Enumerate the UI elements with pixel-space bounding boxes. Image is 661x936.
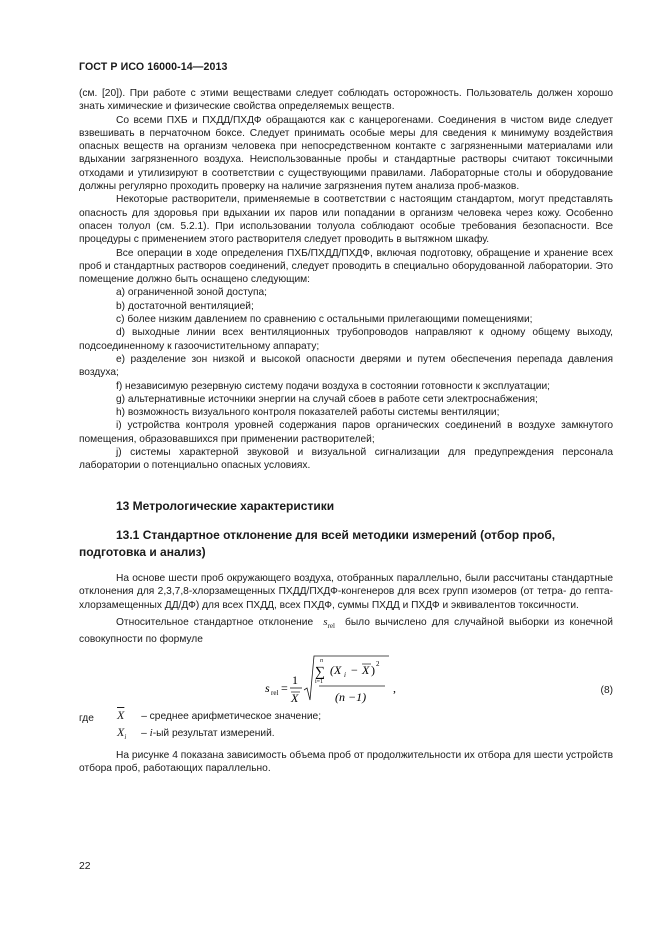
equation-number: (8): [600, 685, 613, 696]
list-item: g) альтернативные источники энергии на случай сбоев в работе сети электроснабжения;: [116, 393, 538, 405]
formula-minus: −: [351, 663, 358, 677]
paragraph-continuation: (см. [20]). При работе с этими веществами следует соблюдать осторожность. Пользователь должен хорошо знать химические и физические свойства определяемых веществ.: [79, 88, 613, 113]
numerator-subscript: i: [344, 671, 346, 679]
formula-graphic: [79, 654, 613, 710]
symbol-s-subscript: rel: [327, 621, 335, 630]
xi-subscript: i: [124, 733, 127, 742]
subsection-heading: 13.1 Стандартное отклонение для всей методики измерений (отбор проб, подготовка и анализ): [79, 528, 556, 559]
xbar-description: – среднее арифметическое значение;: [141, 711, 322, 722]
paragraph-laboratory: Все операции в ходе определения ПХБ/ПХДД/ПХДФ, включая подготовку, обращение и хранение всех проб и стандартных растворов соединений, следует проводить в специально оборудованной лаборатории. Это помещение должно быть оснащено следующим:: [79, 247, 613, 286]
list-item: e) разделение зон низкой и высокой опасности дверями и путем обеспечения перепада давления воздуха;: [79, 353, 613, 379]
list-item: d) выходные линии всех вентиляционных трубопроводов направляют к одному общему выходу, подсоединенному к газоочистительному аппарату;: [79, 327, 613, 352]
sum-upper-limit: n: [320, 658, 323, 664]
xbar-definition: [117, 709, 321, 723]
paragraph-text-after: было вычислено для случайной выборки из конечной совокупности по формуле: [79, 616, 613, 646]
safety-text-block: [79, 87, 613, 473]
formula-comma: ,: [393, 681, 396, 695]
list-item: i) устройства контроля уровней содержания паров органических соединений в воздухе замкнутого помещения, образовавшихся при применении растворителей;: [79, 420, 613, 445]
xi-symbol: X: [117, 725, 125, 739]
list-item: b) достаточной вентиляцией;: [116, 300, 254, 312]
paragraph-figure-reference: На рисунке 4 показана зависимость объема проб от продолжительности их отбора для шести устройств отбора проб, работающих параллельно.: [79, 750, 613, 775]
list-item: h) возможность визуального контроля показателей работы системы вентиляции;: [116, 407, 500, 419]
paragraph-solvents: Некоторые растворители, применяемые в соответствии с настоящим стандартом, могут представлять опасность для здоровья при вдыхании их паров или попадании в организм человека через кожу. Особенно опасен толуол (см. 5.2.1). При использовании толуола соблюдают особые требования безопасности. Все процедуры с применением этого растворителя следует проводить в вытяжном шкафу.: [79, 194, 613, 246]
formula-xbar: X: [291, 691, 299, 705]
list-item: c) более низким давлением по сравнению с остальными прилегающими помещениями;: [116, 314, 533, 326]
page-number: 22: [79, 861, 91, 872]
list-item: j) системы характерной звуковой и визуальной сигнализации для предупреждения персонала лаборатории о потенциально опасных условиях.: [79, 447, 613, 472]
paragraph-text-before: Относительное стандартное отклонение: [116, 616, 314, 628]
formula-square: 2: [376, 660, 380, 668]
closing-block: [79, 749, 613, 776]
formula-numerator: (X: [330, 663, 342, 677]
method-text-block: [79, 572, 613, 647]
formula-xbar-numerator: X: [362, 663, 370, 677]
xi-index: i: [149, 727, 153, 739]
formula-lhs-subscript: rel: [271, 689, 279, 697]
formula-8: [79, 654, 613, 710]
paragraph-samples: На основе шести проб окружающего воздуха, отобранных параллельно, были рассчитаны стандартные отклонения для 2,3,7,8-хлорзамещенных ПХДД/ПХДФ-конгенеров для всех групп изомеров (от тетра- до гепта-хлорзамещенных ДД/ДФ) для всех ПХДД, всех ПХДФ, суммы ПХДД и ПХДФ и эквивалентов токсичности.: [79, 573, 613, 611]
xi-dash: –: [141, 728, 147, 739]
standard-header: ГОСТ Р ИСО 16000-14—2013: [79, 61, 228, 73]
formula-denominator: (n −1): [335, 690, 367, 704]
xi-definition: [117, 726, 275, 744]
xi-description: -ый результат измерений.: [152, 728, 275, 739]
sum-lower-limit: i=1: [315, 679, 324, 685]
paragraph-relative-deviation: [79, 616, 613, 647]
sum-sign: ∑: [315, 665, 325, 680]
list-item: а) ограниченной зоной доступа;: [116, 287, 267, 299]
closing-paren: ): [371, 663, 375, 677]
paragraph-carcinogens: Со всеми ПХБ и ПХДД/ПХДФ обращаются как с канцерогенами. Соединения в чистом виде следует взвешивать в перчаточном боксе. Следует принимать особые меры для сведения к минимуму воздействия опасных веществ на организм человека при непосредственном контакте с загрязненными материалами или вдыхании загрязненного воздуха. Неиспользованные пробы и стандартные растворы считают токсичными отходами и утилизируют в соответствии с существующими правилами. Лабораторные столы и оборудование должны регулярно проходить проверку на наличие загрязнения путем анализа проб-мазков.: [79, 114, 613, 193]
where-label: где: [79, 713, 94, 724]
formula-lhs: s: [265, 681, 270, 695]
xbar-symbol: $\overline{X}$: [117, 708, 125, 722]
list-item: f) независимую резервную систему подачи воздуха в состоянии готовности к эксплуатации;: [116, 380, 550, 392]
section-heading: 13 Метрологические характеристики: [116, 499, 335, 513]
symbol-s: s: [323, 615, 328, 628]
formula-one: 1: [292, 673, 298, 687]
formula-equals: =: [281, 681, 288, 695]
